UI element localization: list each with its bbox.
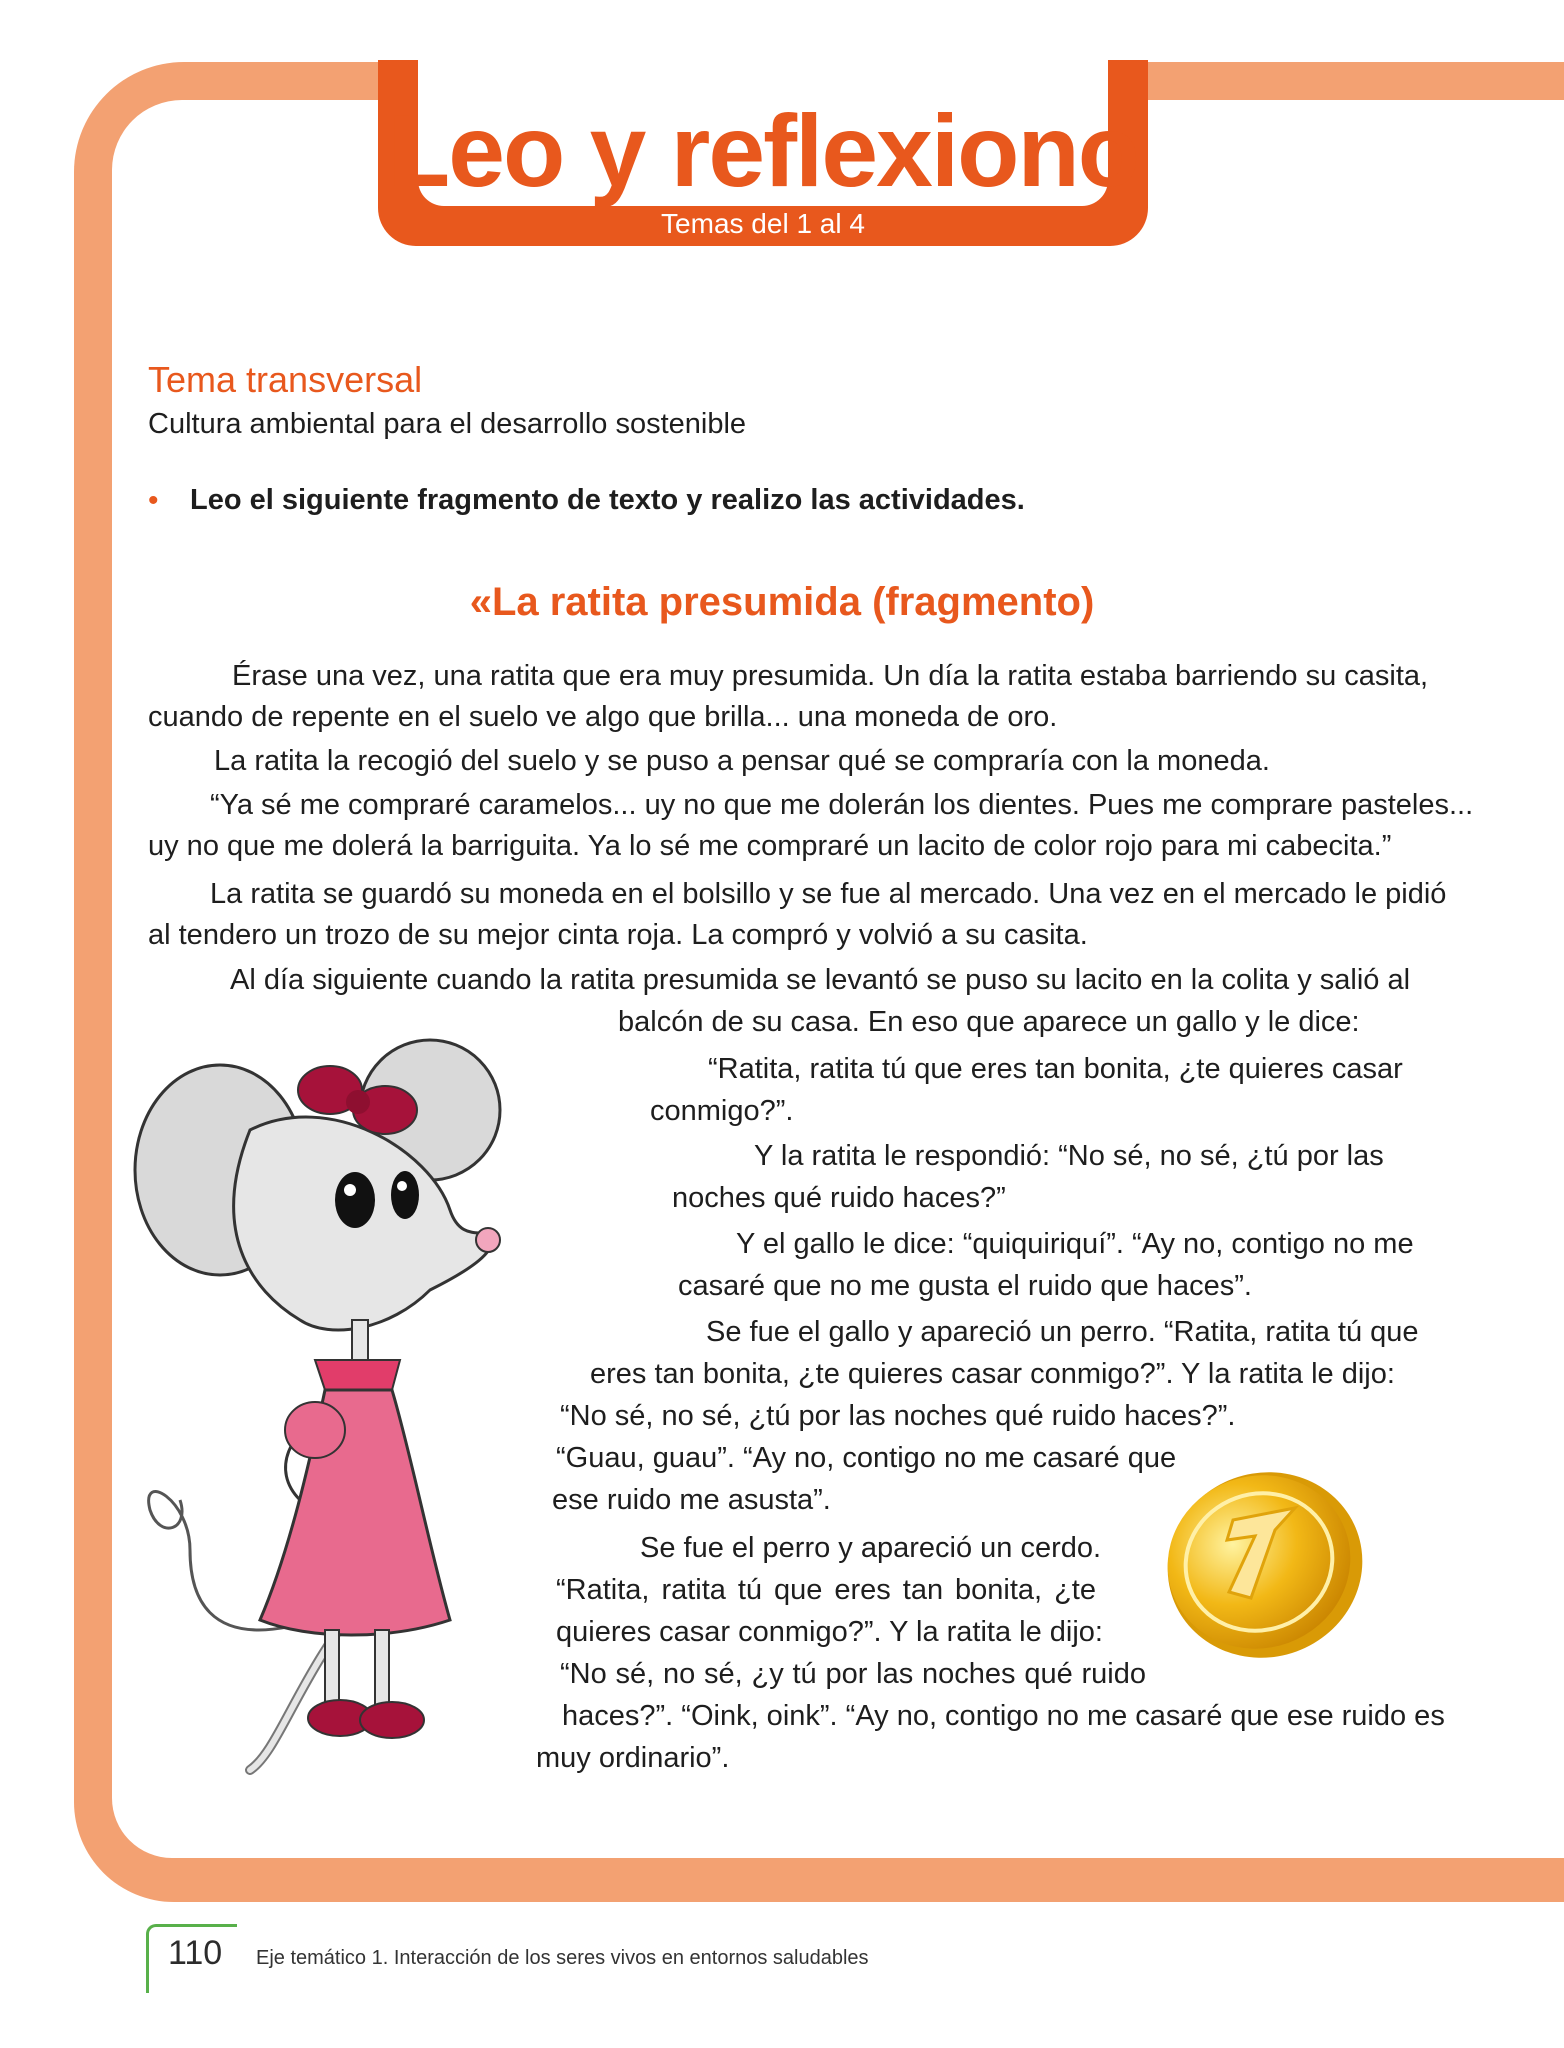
story-line: uy no que me dolerá la barriguita. Ya lo sé me compraré un lacito de color rojo para mi cabecita.” <box>148 830 1392 862</box>
story-title: «La ratita presumida (fragmento) <box>469 580 1095 624</box>
section-subheading: Cultura ambiental para el desarrollo sostenible <box>148 408 747 440</box>
story-line: balcón de su casa. En eso que aparece un gallo y le dice: <box>618 1006 1360 1038</box>
story-line: “Ratita, ratita tú que eres tan bonita, ¿te quieres casar <box>708 1053 1403 1085</box>
instruction-text: Leo el siguiente fragmento de texto y realizo las actividades. <box>190 484 1025 516</box>
coin-icon <box>1155 1460 1370 1675</box>
story-line: “Ya sé me compraré caramelos... uy no que me dolerán los dientes. Pues me comprare pasteles... <box>210 789 1474 821</box>
story-line: Y el gallo le dice: “quiquiriquí”. “Ay no, contigo no me <box>736 1228 1414 1260</box>
mouse-eye <box>335 1172 375 1228</box>
story-line: Al día siguiente cuando la ratita presumida se levantó se puso su lacito en la colita y salió al <box>230 964 1411 996</box>
story-line: casaré que no me gusta el ruido que haces”. <box>678 1270 1252 1302</box>
story-line: La ratita se guardó su moneda en el bolsillo y se fue al mercado. Una vez en el mercado le pidió <box>210 878 1447 910</box>
page-title: Leo y reflexiono <box>387 94 1139 208</box>
section-heading: Tema transversal <box>148 359 423 400</box>
story-line: “No sé, no sé, ¿tú por las noches qué ruido haces?”. <box>560 1400 1236 1432</box>
mouse-illustration <box>130 1030 550 1790</box>
story-line: “No sé, no sé, ¿y tú por las noches qué ruido <box>560 1658 1146 1690</box>
story-line: muy ordinario”. <box>536 1742 730 1774</box>
story-line: “Guau, guau”. “Ay no, contigo no me casaré que <box>556 1442 1177 1474</box>
story-line: quieres casar conmigo?”. Y la ratita le dijo: <box>556 1616 1103 1648</box>
story-line: noches qué ruido haces?” <box>672 1182 1006 1214</box>
mouse-collar <box>315 1360 400 1390</box>
story-line: al tendero un trozo de su mejor cinta roja. La compró y volvió a su casita. <box>148 919 1088 951</box>
page-subtitle: Temas del 1 al 4 <box>661 208 865 239</box>
story-line: Y la ratita le respondió: “No sé, no sé, ¿tú por las <box>754 1140 1384 1172</box>
story-line: cuando de repente en el suelo ve algo que brilla... una moneda de oro. <box>148 701 1058 733</box>
story-line: “Ratita, ratita tú que eres tan bonita, ¿te <box>556 1574 1096 1606</box>
story-line: ese ruido me asusta”. <box>552 1484 831 1516</box>
page-number: 110 <box>168 1934 223 1972</box>
footer-text: Eje temático 1. Interacción de los seres vivos en entornos saludables <box>256 1947 869 1969</box>
bullet-icon: • <box>148 484 159 517</box>
story-line: conmigo?”. <box>650 1095 794 1127</box>
footer-band <box>108 1902 1564 2048</box>
story-line: Se fue el gallo y apareció un perro. “Ratita, ratita tú que <box>706 1316 1419 1348</box>
story-line: La ratita la recogió del suelo y se puso a pensar qué se compraría con la moneda. <box>214 745 1270 777</box>
story-line: eres tan bonita, ¿te quieres casar conmigo?”. Y la ratita le dijo: <box>590 1358 1395 1390</box>
story-line: Se fue el perro y apareció un cerdo. <box>640 1532 1102 1564</box>
story-line: Érase una vez, una ratita que era muy presumida. Un día la ratita estaba barriendo su casita, <box>232 660 1429 692</box>
mouse-nose <box>476 1228 500 1252</box>
story-line: haces?”. “Oink, oink”. “Ay no, contigo no me casaré que ese ruido es <box>562 1700 1445 1732</box>
